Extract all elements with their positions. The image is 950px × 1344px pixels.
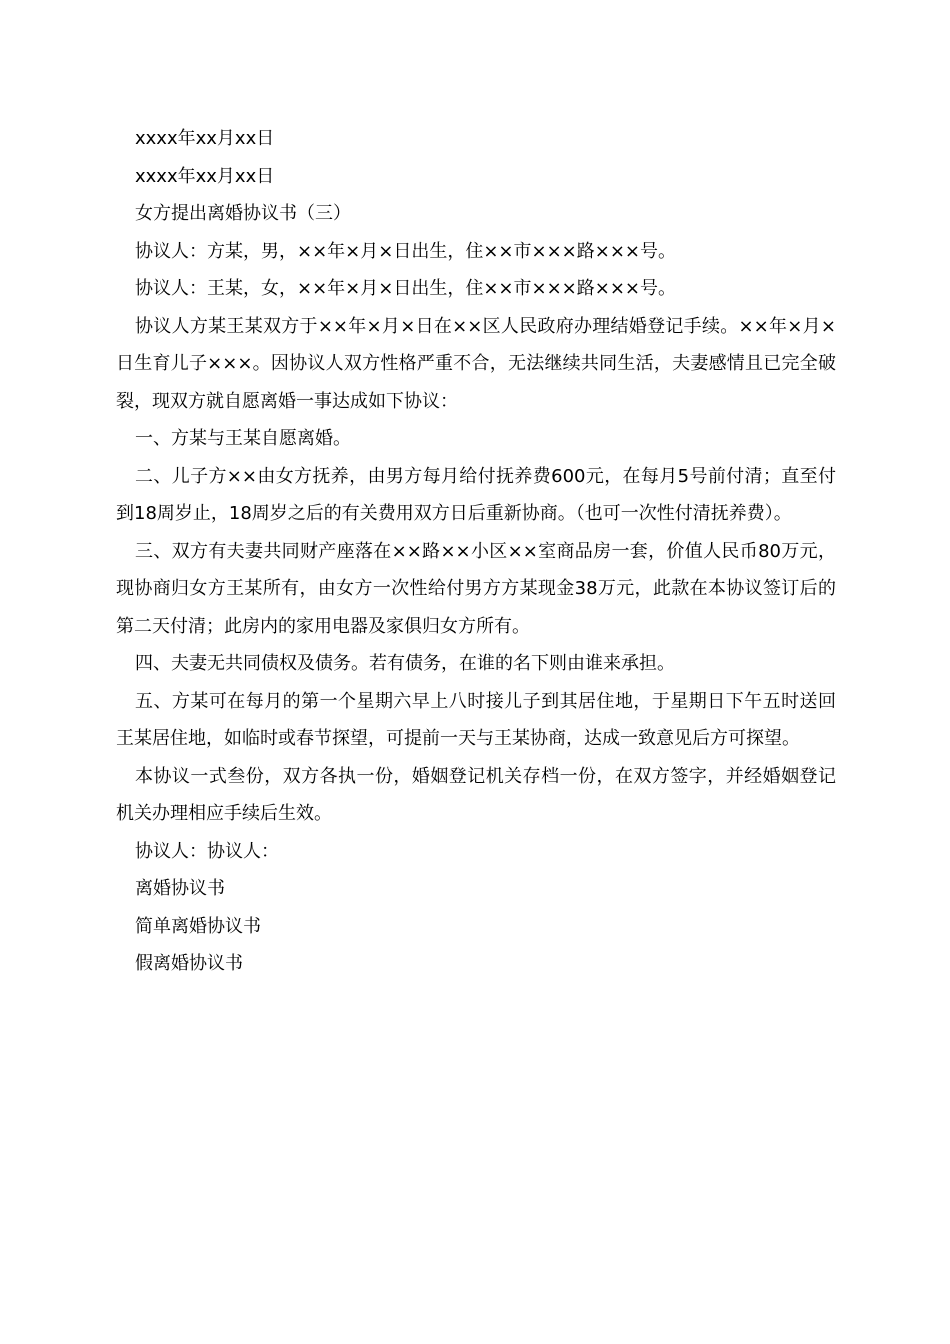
date-line-2: xxxx年xx月xx日 [135,165,275,187]
clause-5: 五、方某可在每月的第一个星期六早上八时接儿子到其居住地，于星期日下午五时送回王某居住地，如临时或春节探望，可提前一天与王某协商，达成一致意见后方可探望。 [116,690,836,749]
agreement-preamble: 协议人方某王某双方于××年×月×日在××区人民政府办理结婚登记手续。××年×月×日生育儿子×××。因协议人双方性格严重不合，无法继续共同生活，夫妻感情且已完全破裂，现双方就自愿离婚一事达成如下协议： [116,315,836,412]
related-link-1: 离婚协议书 [135,878,225,899]
document-title: 女方提出离婚协议书（三） [135,203,351,224]
related-link-3: 假离婚协议书 [135,953,243,974]
clause-1: 一、方某与王某自愿离婚。 [135,428,351,449]
related-link-2: 简单离婚协议书 [135,915,261,937]
party-2-info: 协议人：王某，女，××年×月×日出生，住××市×××路×××号。 [135,278,676,299]
clause-4: 四、夫妻无共同债权及债务。若有债务，在谁的名下则由谁来承担。 [135,653,675,674]
clause-2: 二、儿子方××由女方抚养，由男方每月给付抚养费600元，在每月5号前付清；直至付到18周岁止，18周岁之后的有关费用双方日后重新协商。（也可一次性付清抚养费）。 [116,465,836,524]
clause-3: 三、双方有夫妻共同财产座落在××路××小区××室商品房一套，价值人民币80万元，现协商归女方王某所有，由女方一次性给付男方方某现金38万元，此款在本协议签订后的第二天付清；此房内的家用电器及家俱归女方所有。 [116,540,836,637]
signature-line: 协议人：协议人： [135,840,279,862]
date-line-1: xxxx年xx月xx日 [135,128,275,149]
party-1-info: 协议人：方某，男，××年×月×日出生，住××市×××路×××号。 [135,240,676,262]
document-body [116,120,836,983]
effectiveness-clause: 本协议一式叁份，双方各执一份，婚姻登记机关存档一份，在双方签字，并经婚姻登记机关办理相应手续后生效。 [116,765,836,824]
